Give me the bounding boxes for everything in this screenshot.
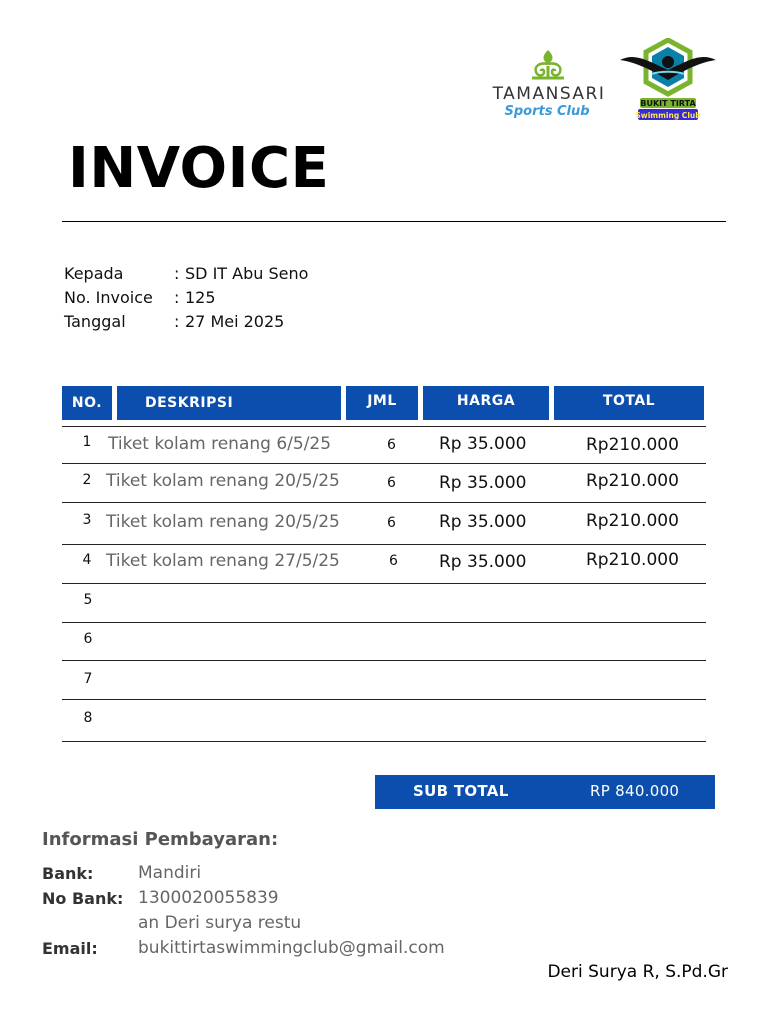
meta-value: 27 Mei 2025 (185, 312, 285, 331)
tamansari-ornament-icon (528, 48, 568, 82)
table-divider (62, 660, 706, 661)
subtotal-value: RP 840.000 (590, 782, 680, 800)
table-divider (62, 426, 706, 427)
column-header-quantity: JML (346, 386, 418, 420)
table-divider (62, 463, 706, 464)
tamansari-logo (484, 48, 614, 123)
row-description: Tiket kolam renang 20/5/25 (106, 471, 340, 491)
bukit-tirta-bottom-text: Swimming Club (635, 111, 701, 120)
payment-info-title: Informasi Pembayaran: (42, 829, 279, 850)
email-label: Email: (42, 939, 98, 958)
row-total: Rp210.000 (586, 471, 679, 491)
table-divider (62, 544, 706, 545)
table-row (0, 590, 768, 618)
table-divider (62, 622, 706, 623)
table-row (0, 629, 768, 657)
row-price: Rp 35.000 (439, 434, 527, 454)
row-number: 2 (82, 472, 92, 488)
meta-value: 125 (185, 288, 216, 307)
row-number: 1 (82, 434, 92, 450)
table-divider (62, 583, 706, 584)
row-total: Rp210.000 (586, 550, 679, 570)
meta-colon: : (174, 312, 180, 331)
meta-label: No. Invoice (64, 288, 153, 307)
column-header-total: TOTAL (554, 386, 704, 420)
row-number: 8 (83, 710, 93, 726)
row-description: Tiket kolam renang 20/5/25 (106, 512, 340, 532)
row-total: Rp210.000 (586, 435, 679, 455)
meta-label: Kepada (64, 264, 124, 283)
meta-label: Tanggal (64, 312, 126, 331)
title-divider (62, 221, 726, 222)
signature-name: Deri Surya R, S.Pd.Gr (547, 962, 728, 982)
tamansari-brand-text: TAMANSARI (492, 84, 606, 104)
row-price: Rp 35.000 (439, 473, 527, 493)
table-row (0, 550, 768, 578)
bank-value: Mandiri (138, 863, 202, 883)
column-header-no: NO. (62, 386, 112, 420)
row-quantity: 6 (389, 553, 398, 569)
meta-colon: : (174, 288, 180, 307)
table-divider (62, 699, 706, 700)
meta-value: SD IT Abu Seno (185, 264, 309, 283)
account-holder-name: an Deri surya restu (138, 913, 302, 933)
meta-colon: : (174, 264, 180, 283)
table-row (0, 470, 768, 498)
row-total: Rp210.000 (586, 511, 679, 531)
column-header-description: DESKRIPSI (117, 386, 341, 420)
row-description: Tiket kolam renang 27/5/25 (106, 551, 340, 571)
table-row (0, 708, 768, 736)
row-price: Rp 35.000 (439, 552, 527, 572)
row-price: Rp 35.000 (439, 512, 527, 532)
invoice-title: INVOICE (68, 136, 330, 201)
table-divider (62, 741, 706, 742)
row-number: 7 (83, 671, 93, 687)
row-number: 6 (83, 631, 93, 647)
row-number: 5 (83, 592, 93, 608)
row-quantity: 6 (387, 515, 396, 531)
row-quantity: 6 (387, 437, 396, 453)
column-header-price: HARGA (423, 386, 549, 420)
row-quantity: 6 (387, 475, 396, 491)
subtotal-label: SUB TOTAL (413, 782, 509, 800)
row-description: Tiket kolam renang 6/5/25 (108, 434, 332, 454)
account-number-value: 1300020055839 (138, 888, 279, 908)
bukit-tirta-top-text: BUKIT TIRTA (640, 99, 696, 108)
subtotal-bar (375, 775, 715, 809)
table-divider (62, 502, 706, 503)
table-row (0, 432, 768, 460)
tamansari-sub-text: Sports Club (504, 104, 590, 119)
table-row (0, 669, 768, 697)
bukit-tirta-logo (616, 38, 720, 122)
account-number-label: No Bank: (42, 889, 124, 908)
row-number: 3 (82, 512, 92, 528)
email-value: bukittirtaswimmingclub@gmail.com (138, 938, 445, 958)
swimmer-icon (616, 38, 720, 122)
row-number: 4 (82, 552, 92, 568)
bank-label: Bank: (42, 864, 94, 883)
table-row (0, 510, 768, 538)
